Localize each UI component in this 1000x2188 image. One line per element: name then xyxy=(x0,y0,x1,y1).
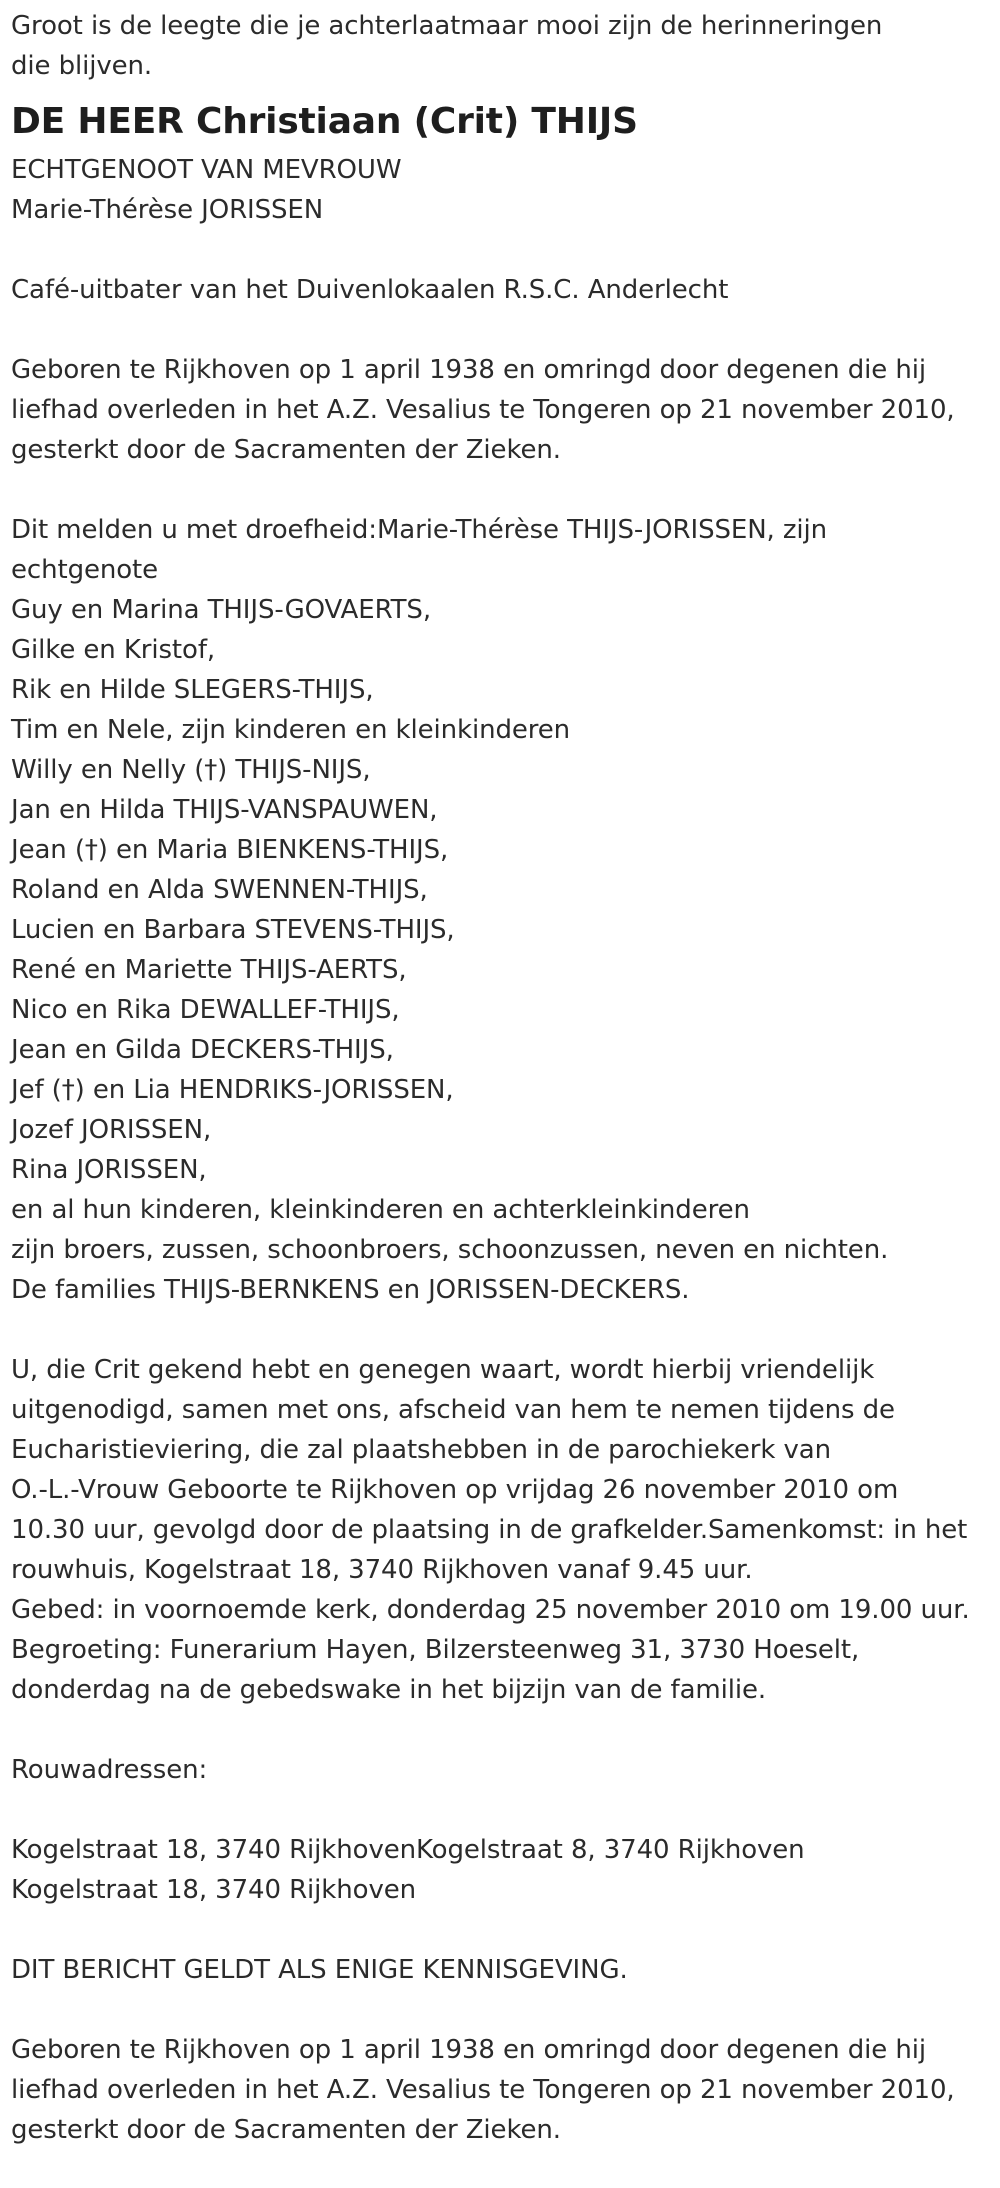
occupation-text: Café-uitbater van het Duivenlokaalen R.S.C. Anderlecht xyxy=(11,275,729,305)
family-line: Guy en Marina THIJS-GOVAERTS, xyxy=(11,595,431,625)
deceased-name-heading: DE HEER Christiaan (Crit) THIJS xyxy=(11,101,638,142)
ceremony-paragraph xyxy=(11,1350,1000,1710)
ceremony-line: rouwhuis, Kogelstraat 18, 3740 Rijkhoven vanaf 9.45 uur. xyxy=(11,1555,753,1585)
paragraph-line: liefhad overleden in het A.Z. Vesalius te Tongeren op 21 november 2010, xyxy=(11,2075,955,2105)
addresses-list xyxy=(11,1830,1000,1910)
ceremony-line: donderdag na de gebedswake in het bijzijn van de familie. xyxy=(11,1675,767,1705)
ceremony-line: Gebed: in voornoemde kerk, donderdag 25 november 2010 om 19.00 uur. xyxy=(11,1595,970,1625)
spacer xyxy=(11,1710,1000,1750)
paragraph-line: liefhad overleden in het A.Z. Vesalius te Tongeren op 21 november 2010, xyxy=(11,395,955,425)
family-line: Jozef JORISSEN, xyxy=(11,1115,212,1145)
intro-line: die blijven. xyxy=(11,51,153,81)
family-line: echtgenote xyxy=(11,555,159,585)
family-line: Rik en Hilde SLEGERS-THIJS, xyxy=(11,675,374,705)
family-line: René en Mariette THIJS-AERTS, xyxy=(11,955,407,985)
notice-text: DIT BERICHT GELDT ALS ENIGE KENNISGEVING. xyxy=(11,1955,628,1985)
spacer xyxy=(11,1910,1000,1950)
spacer xyxy=(11,1790,1000,1830)
spacer xyxy=(11,230,1000,270)
ceremony-line: uitgenodigd, samen met ons, afscheid van hem te nemen tijdens de xyxy=(11,1395,895,1425)
ceremony-line: O.-L.-Vrouw Geboorte te Rijkhoven op vrijdag 26 november 2010 om xyxy=(11,1475,899,1505)
ceremony-line: U, die Crit gekend hebt en genegen waart, wordt hierbij vriendelijk xyxy=(11,1355,875,1385)
family-line: Nico en Rika DEWALLEF-THIJS, xyxy=(11,995,400,1025)
family-line: en al hun kinderen, kleinkinderen en achterkleinkinderen xyxy=(11,1195,750,1225)
birth-death-paragraph-repeat xyxy=(11,2030,1000,2150)
family-line: Tim en Nele, zijn kinderen en kleinkinderen xyxy=(11,715,571,745)
family-line: Willy en Nelly (†) THIJS-NIJS, xyxy=(11,755,371,785)
spouse-name: Marie-Thérèse JORISSEN xyxy=(11,195,324,225)
family-line: Roland en Alda SWENNEN-THIJS, xyxy=(11,875,428,905)
paragraph-line: gesterkt door de Sacramenten der Zieken. xyxy=(11,435,561,465)
intro-quote xyxy=(11,6,1000,86)
family-line: Dit melden u met droefheid:Marie-Thérèse THIJS-JORISSEN, zijn xyxy=(11,515,828,545)
address-line: Kogelstraat 18, 3740 Rijkhoven xyxy=(11,1875,417,1905)
family-list xyxy=(11,510,1000,1310)
address-line: Kogelstraat 18, 3740 RijkhovenKogelstraat 8, 3740 Rijkhoven xyxy=(11,1835,805,1865)
intro-line: Groot is de leegte die je achterlaatmaar mooi zijn de herinneringen xyxy=(11,11,883,41)
family-line: Lucien en Barbara STEVENS-THIJS, xyxy=(11,915,455,945)
family-line: Gilke en Kristof, xyxy=(11,635,216,665)
spouse-label: ECHTGENOOT VAN MEVROUW xyxy=(11,155,402,185)
family-line: Jean en Gilda DECKERS-THIJS, xyxy=(11,1035,394,1065)
paragraph-line: gesterkt door de Sacramenten der Zieken. xyxy=(11,2115,561,2145)
birth-death-paragraph xyxy=(11,350,1000,470)
family-line: Jean (†) en Maria BIENKENS-THIJS, xyxy=(11,835,449,865)
spacer xyxy=(11,1310,1000,1350)
family-line: De families THIJS-BERNKENS en JORISSEN-DECKERS. xyxy=(11,1275,690,1305)
family-line: Jef (†) en Lia HENDRIKS-JORISSEN, xyxy=(11,1075,454,1105)
ceremony-line: Begroeting: Funerarium Hayen, Bilzersteenweg 31, 3730 Hoeselt, xyxy=(11,1635,860,1665)
family-line: Jan en Hilda THIJS-VANSPAUWEN, xyxy=(11,795,438,825)
ceremony-line: Eucharistieviering, die zal plaatshebben in de parochiekerk van xyxy=(11,1435,831,1465)
family-line: zijn broers, zussen, schoonbroers, schoonzussen, neven en nichten. xyxy=(11,1235,889,1265)
paragraph-line: Geboren te Rijkhoven op 1 april 1938 en omringd door degenen die hij xyxy=(11,355,926,385)
spacer xyxy=(11,1990,1000,2030)
family-line: Rina JORISSEN, xyxy=(11,1155,207,1185)
spouse-block xyxy=(11,150,1000,230)
paragraph-line: Geboren te Rijkhoven op 1 april 1938 en omringd door degenen die hij xyxy=(11,2035,926,2065)
spacer xyxy=(11,470,1000,510)
spacer xyxy=(11,310,1000,350)
addresses-label: Rouwadressen: xyxy=(11,1755,208,1785)
ceremony-line: 10.30 uur, gevolgd door de plaatsing in de grafkelder.Samenkomst: in het xyxy=(11,1515,968,1545)
